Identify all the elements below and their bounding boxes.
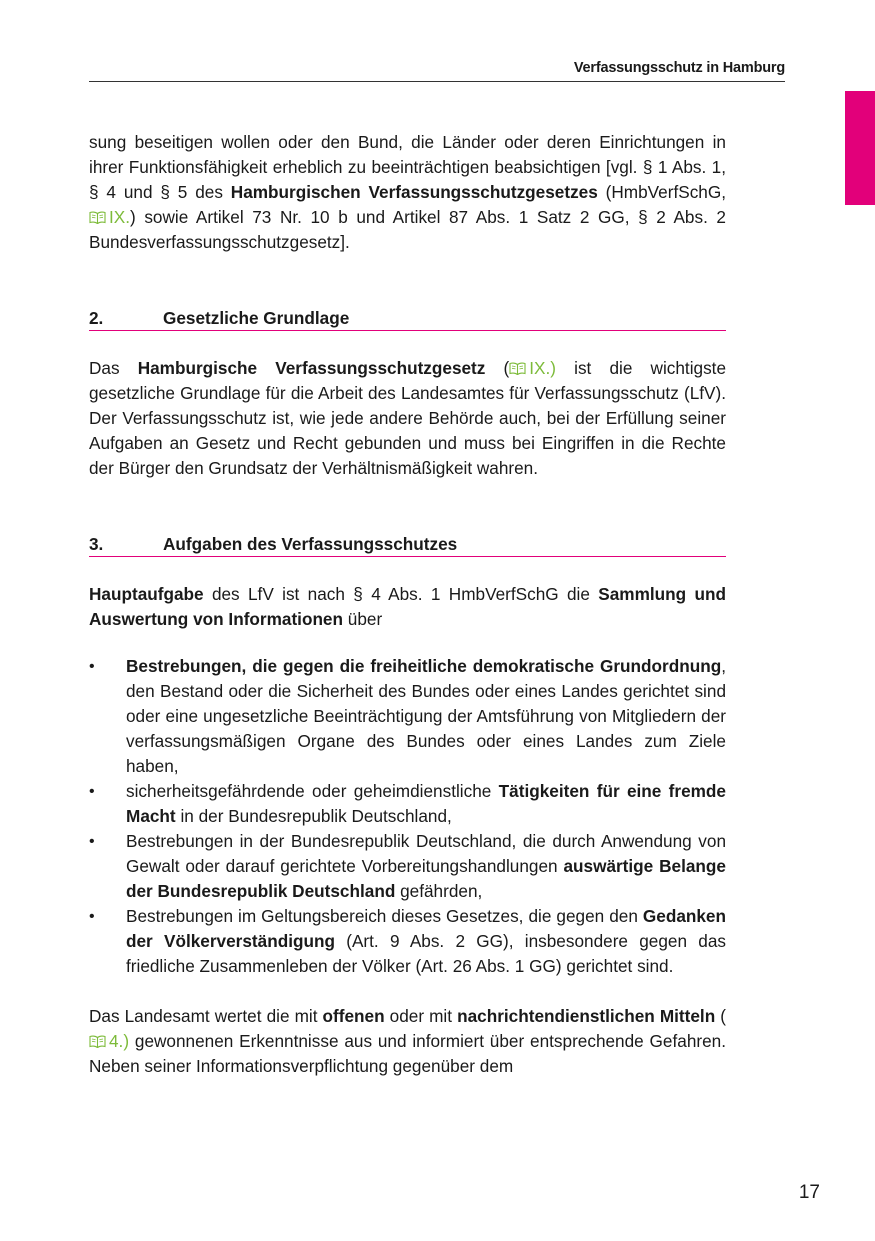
- section-3-heading: [89, 533, 726, 557]
- section-number: 2.: [89, 308, 104, 328]
- section-title: Gesetzliche Grundlage: [163, 308, 350, 328]
- list-item: • Bestrebungen in der Bundesrepublik Deutschland, die durch Anwendung von Gewalt oder darauf gerichtete Vorbereitungshandlungen auswärtige Belange der Bundesrepublik Deutschland gefährden,: [89, 831, 726, 901]
- section-2-paragraph: Das Hamburgische Verfassungsschutzgesetz ( IX.) ist die wichtigste gesetzliche Grundlage für die Arbeit des Landesamtes für Verfassungsschutz (LfV). Der Verfassungsschutz ist, wie jede andere Behörde auch, bei der Erfüllung seiner Aufgaben an Gesetz und Recht gebunden und muss bei Eingriffen in die Rechte der Bürger den Grundsatz der Verhältnismäßigkeit wahren.: [89, 358, 726, 478]
- list-item: • Bestrebungen im Geltungsbereich dieses Gesetzes, die gegen den Gedanken der Völkerverständigung (Art. 9 Abs. 2 GG), insbesondere gegen das friedliche Zusammenleben der Völker (Art. 26 Abs. 1 GG) gerichtet sind.: [89, 906, 726, 976]
- cross-reference[interactable]: 4.): [89, 1031, 129, 1051]
- chapter-edge-tab: [845, 91, 875, 205]
- bullet-icon: •: [89, 658, 95, 675]
- closing-paragraph: Das Landesamt wertet die mit offenen oder mit nachrichtendienstlichen Mitteln ( 4.) gewonnenen Erkenntnisse aus und informiert über entsprechende Gefahren. Neben seiner Informationsverpflichtung gegenüber dem: [89, 1006, 726, 1076]
- cross-reference[interactable]: IX.: [89, 207, 130, 227]
- section-title: Aufgaben des Verfassungsschutzes: [163, 534, 458, 554]
- list-item: • sicherheitsgefährdende oder geheimdienstliche Tätigkeiten für eine fremde Macht in der Bundesrepublik Deutschland,: [89, 781, 726, 826]
- section-2-heading: [89, 307, 726, 331]
- page-content: [89, 130, 726, 1079]
- running-header: Verfassungsschutz in Hamburg: [573, 60, 785, 76]
- section-3-lead: Hauptaufgabe des LfV ist nach § 4 Abs. 1 HmbVerfSchG die Sammlung und Auswertung von Informationen über: [89, 584, 726, 629]
- open-book-icon: [509, 362, 526, 375]
- task-list: [89, 654, 726, 979]
- open-book-icon: [89, 1035, 106, 1048]
- bullet-icon: •: [89, 783, 95, 800]
- header-rule: [89, 81, 785, 82]
- section-number: 3.: [89, 534, 104, 554]
- bullet-icon: •: [89, 833, 95, 850]
- bullet-icon: •: [89, 908, 95, 925]
- list-item: • Bestrebungen, die gegen die freiheitliche demokratische Grundordnung, den Bestand oder die Sicherheit des Bundes oder eines Landes gerichtet sind oder eine ungesetzliche Beeinträchtigung der Amtsführung von Mitgliedern der verfassungsmäßigen Organe des Bundes oder eines Landes zum Ziele haben,: [89, 656, 726, 776]
- cross-reference[interactable]: IX.): [509, 358, 556, 378]
- intro-paragraph: sung beseitigen wollen oder den Bund, die Länder oder deren Einrichtungen in ihrer Funktionsfähigkeit erheblich zu beeinträchtigen beabsichtigen [vgl. § 1 Abs. 1, § 4 und § 5 des Hamburgischen Verfassungsschutzgesetzes (HmbVerfSchG, IX.) sowie Artikel 73 Nr. 10 b und Artikel 87 Abs. 1 Satz 2 GG, § 2 Abs. 2 Bundesverfassungsschutzgesetz].: [89, 132, 726, 252]
- open-book-icon: [89, 211, 106, 224]
- page-number: 17: [798, 1182, 820, 1203]
